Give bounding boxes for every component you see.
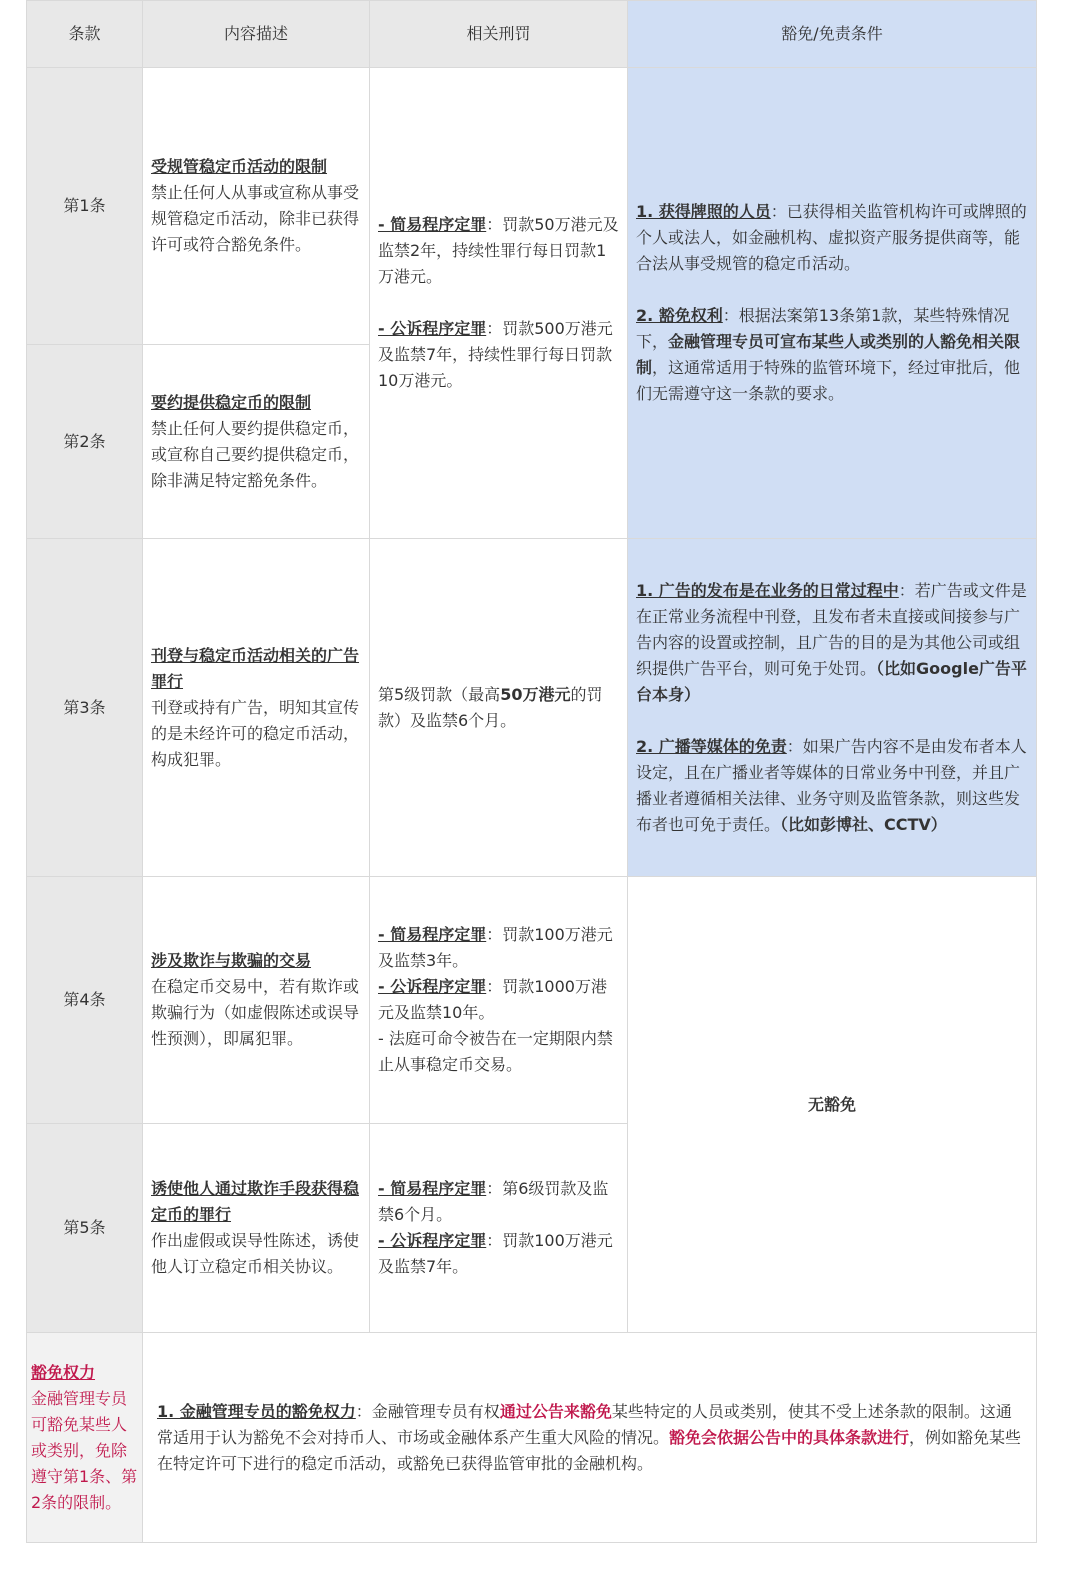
power-text: ：金融管理专员有权	[355, 1401, 500, 1421]
exemption-label: 1. 广告的发布是在业务的日常过程中	[636, 580, 899, 600]
penalty-label: - 简易程序定罪	[378, 1179, 487, 1198]
table-row	[27, 68, 1037, 345]
penalty-text: ：罚款100万港元及监禁3年。	[378, 925, 613, 970]
penalty-label: - 简易程序定罪	[378, 215, 487, 234]
exemption-emphasis: 金融管理专员可宣布某些人或类别的人豁免相关限制	[636, 332, 1021, 377]
content-1-title: 受规管稳定币活动的限制	[151, 157, 328, 176]
header-content: 内容描述	[143, 1, 370, 68]
penalty-label: - 公诉程序定罪	[378, 977, 487, 996]
content-2	[143, 345, 370, 539]
exemption-text: ，这通常适用于特殊的监管环境下，经过审批后，他们无需遵守这一条款的要求。	[636, 358, 1021, 403]
exemption-media	[636, 734, 1028, 838]
clause-1: 第1条	[27, 68, 143, 345]
exemption-label: 1. 获得牌照的人员	[636, 202, 771, 221]
stablecoin-table-wrapper	[26, 0, 1036, 1543]
exemption-label: 2. 豁免权利	[636, 306, 723, 325]
content-3-body: 刊登或持有广告，明知其宣传的是未经许可的稳定币活动，构成犯罪。	[151, 697, 360, 769]
penalty-text: 第5级罚款（最高	[378, 684, 501, 704]
exemption-4-5: 无豁免	[628, 877, 1037, 1333]
header-clause: 条款	[27, 1, 143, 68]
penalty-3	[370, 539, 628, 877]
stablecoin-regulation-table	[26, 0, 1037, 1543]
table-row	[27, 877, 1037, 1124]
content-4-body: 在稳定币交易中，若有欺诈或欺骗行为（如虚假陈述或误导性预测），即属犯罪。	[151, 977, 360, 1048]
clause-5: 第5条	[27, 1124, 143, 1333]
penalty-label: - 公诉程序定罪	[378, 319, 487, 338]
exemption-emphasis: （比如Google广告平台本身）	[636, 658, 1027, 704]
exemption-text: ：若广告或文件是在正常业务流程中刊登，且发布者未直接或间接参与广告内容的设置或控制，且广告的目的是为其他公司或组织提供广告平台，则可免于处罚。	[636, 580, 1027, 678]
penalty-label: - 公诉程序定罪	[378, 1231, 487, 1250]
penalty-4-summary	[378, 922, 619, 974]
power-emphasis: 豁免会依据公告中的具体条款进行	[669, 1427, 910, 1447]
table-row	[27, 539, 1037, 877]
penalty-text: ：罚款1000万港元及监禁10年。	[378, 977, 607, 1022]
penalty-text: ：罚款500万港元及监禁7年，持续性罪行每日罚款10万港元。	[378, 319, 613, 390]
penalty-text: ：第6级罚款及监禁6个月。	[378, 1179, 609, 1224]
exemption-text: ：已获得相关监管机构许可或牌照的个人或法人，如金融机构、虚拟资产服务提供商等，能合法从事受规管的稳定币活动。	[636, 202, 1027, 273]
penalty-4-indictment	[378, 974, 619, 1026]
power-left-body: 金融管理专员可豁免某些人或类别，免除遵守第1条、第2条的限制。	[31, 1388, 138, 1512]
penalty-5	[370, 1124, 628, 1333]
power-left	[27, 1333, 143, 1543]
power-text: ，例如豁免某些在特定许可下进行的稳定币活动，或豁免已获得监管审批的金融机构。	[157, 1427, 1022, 1473]
content-2-body: 禁止任何人要约提供稳定币，或宣称自己要约提供稳定币，除非满足特定豁免条件。	[151, 418, 360, 490]
clause-2: 第2条	[27, 345, 143, 539]
penalty-label: - 简易程序定罪	[378, 925, 487, 944]
content-2-title: 要约提供稳定币的限制	[151, 392, 312, 412]
exemption-label: 2. 广播等媒体的免责	[636, 736, 787, 756]
exemption-ordinary-course	[636, 578, 1028, 708]
clause-4: 第4条	[27, 877, 143, 1124]
penalty-1-2-indictment	[378, 316, 619, 394]
power-emphasis: 通过公告来豁免	[499, 1401, 612, 1421]
exemption-emphasis: （比如彭博社、CCTV）	[780, 814, 947, 834]
penalty-text: ：罚款50万港元及监禁2年，持续性罪行每日罚款1万港元。	[378, 215, 619, 286]
header-penalty: 相关刑罚	[370, 1, 628, 68]
content-1-body: 禁止任何人从事或宣称从事受规管稳定币活动，除非已获得许可或符合豁免条件。	[151, 183, 360, 254]
penalty-1-2-summary	[378, 212, 619, 290]
penalty-text: 的罚款）及监禁6个月。	[378, 684, 603, 730]
exemption-3	[628, 539, 1037, 877]
header-row	[27, 1, 1037, 68]
penalty-4-court-order: - 法庭可命令被告在一定期限内禁止从事稳定币交易。	[378, 1029, 613, 1074]
exemption-text: ：根据法案第13条第1款，某些特殊情况下，	[636, 306, 1010, 351]
content-4-title: 涉及欺诈与欺骗的交易	[151, 951, 312, 970]
penalty-1-2	[370, 68, 628, 539]
clause-3: 第3条	[27, 539, 143, 877]
exemption-licensed-persons	[636, 199, 1028, 277]
table-row	[27, 1333, 1037, 1543]
header-exemption: 豁免/免责条件	[628, 1, 1037, 68]
penalty-emphasis: 50万港元	[500, 684, 571, 704]
exemption-rights	[636, 303, 1028, 407]
content-5-title: 诱使他人通过欺诈手段获得稳定币的罪行	[151, 1179, 360, 1224]
content-5	[143, 1124, 370, 1333]
penalty-5-summary	[378, 1176, 619, 1228]
power-description	[143, 1333, 1037, 1543]
exemption-1-2	[628, 68, 1037, 539]
content-1	[143, 68, 370, 345]
penalty-5-indictment	[378, 1228, 619, 1280]
penalty-4	[370, 877, 628, 1124]
penalty-text: ：罚款100万港元及监禁7年。	[378, 1231, 613, 1276]
power-left-title: 豁免权力	[31, 1362, 96, 1382]
content-3-title: 刊登与稳定币活动相关的广告罪行	[151, 645, 360, 691]
content-4	[143, 877, 370, 1124]
content-5-body: 作出虚假或误导性陈述，诱使他人订立稳定币相关协议。	[151, 1231, 360, 1276]
power-text: 某些特定的人员或类别，使其不受上述条款的限制。这通常适用于认为豁免不会对持币人、市场或金融体系产生重大风险的情况。	[157, 1401, 1012, 1447]
content-3	[143, 539, 370, 877]
power-label: 1. 金融管理专员的豁免权力	[157, 1401, 356, 1421]
exemption-text: ：如果广告内容不是由发布者本人设定，且在广播业者等媒体的日常业务中刊登，并且广播业者遵循相关法律、业务守则及监管条款，则这些发布者也可免于责任。	[636, 736, 1027, 834]
